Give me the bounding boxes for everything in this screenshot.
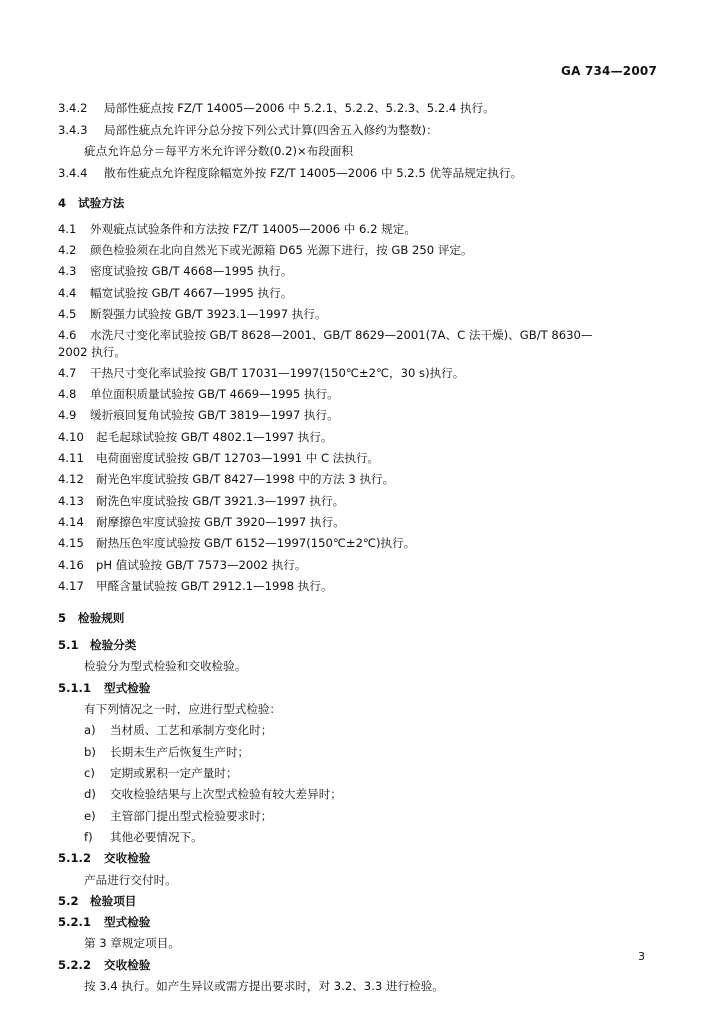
list-text: 交收检验结果与上次型式检验有较大差异时； (110, 787, 342, 801)
clause-text: 颜色检验须在北向自然光下或光源箱 D65 光源下进行，按 GB 250 评定。 (90, 243, 473, 257)
paragraph (84, 701, 281, 717)
clause-4-17 (58, 578, 333, 594)
list-marker: d) (84, 787, 96, 801)
clause-4-16 (58, 557, 307, 573)
clause-5-2-heading (58, 893, 136, 909)
clause-text: 耐光色牢度试验按 GB/T 8427—1998 中的方法 3 执行。 (96, 472, 395, 486)
clause-4-5 (58, 306, 327, 322)
clause-number: 4.17 (58, 579, 84, 593)
clause-text: 耐摩擦色牢度试验按 GB/T 3920—1997 执行。 (96, 515, 345, 529)
clause-text: 缓折痕回复角试验按 GB/T 3819—1997 执行。 (90, 408, 339, 422)
clause-4-14 (58, 514, 345, 530)
page-number: 3 (638, 950, 645, 963)
clause-number: 5.2 (58, 894, 79, 908)
section-title: 试验方法 (78, 196, 125, 210)
clause-3-4-2 (58, 100, 495, 116)
clause-number: 4.8 (58, 387, 77, 401)
clause-number: 4.2 (58, 243, 77, 257)
section-number: 5 (58, 611, 67, 625)
clause-4-6-continued (58, 344, 126, 360)
formula-text: 疵点允许总分＝每平方米允许评分数(0.2)×布段面积 (84, 144, 354, 158)
clause-3-4-4 (58, 165, 522, 181)
clause-text: 局部性疵点允许评分总分按下列公式计算(四舍五入修约为整数)： (104, 123, 438, 137)
section-4-heading (58, 195, 124, 211)
list-item-b (84, 744, 249, 760)
list-text: 定期或累积一定产量时； (110, 766, 238, 780)
clause-text: 2002 执行。 (58, 345, 126, 359)
clause-4-12 (58, 471, 394, 487)
clause-number: 3.4.4 (58, 166, 88, 180)
clause-text: 起毛起球试验按 GB/T 4802.1—1997 执行。 (96, 430, 333, 444)
clause-number: 4.1 (58, 222, 77, 236)
clause-number: 4.5 (58, 307, 77, 321)
clause-4-1 (58, 221, 416, 237)
list-marker: a) (84, 723, 96, 737)
clause-title: 检验项目 (90, 894, 137, 908)
clause-number: 5.1.1 (58, 681, 92, 695)
clause-text: 密度试验按 GB/T 4668—1995 执行。 (90, 264, 293, 278)
clause-number: 4.10 (58, 430, 84, 444)
clause-number: 4.11 (58, 451, 84, 465)
list-marker: b) (84, 745, 96, 759)
paragraph-text: 按 3.4 执行。如产生异议或需方提出要求时，对 3.2、3.3 进行检验。 (84, 979, 444, 993)
clause-4-15 (58, 535, 415, 551)
clause-4-13 (58, 493, 344, 509)
clause-text: 耐热压色牢度试验按 GB/T 6152—1997(150℃±2℃)执行。 (96, 536, 416, 550)
clause-text: 外观疵点试验条件和方法按 FZ/T 14005—2006 中 6.2 规定。 (90, 222, 416, 236)
list-marker: e) (84, 809, 96, 823)
standard-code-header: GA 734—2007 (561, 64, 657, 78)
clause-text: 断裂强力试验按 GB/T 3923.1—1997 执行。 (90, 307, 327, 321)
clause-number: 5.1 (58, 638, 79, 652)
clause-4-6 (58, 327, 592, 343)
paragraph-text: 产品进行交付时。 (84, 873, 177, 887)
clause-number: 4.3 (58, 264, 77, 278)
clause-title: 交收检验 (104, 958, 151, 972)
clause-text: 局部性疵点按 FZ/T 14005—2006 中 5.2.1、5.2.2、5.2.3、5.2.4 执行。 (104, 101, 495, 115)
clause-text: 电荷面密度试验按 GB/T 12703—1991 中 C 法执行。 (96, 451, 380, 465)
list-item-f (84, 829, 203, 845)
clause-number: 4.12 (58, 472, 84, 486)
clause-title: 交收检验 (104, 851, 151, 865)
clause-title: 型式检验 (104, 915, 151, 929)
section-5-heading (58, 610, 124, 626)
list-text: 其他必要情况下。 (110, 830, 203, 844)
clause-text: 水洗尺寸变化率试验按 GB/T 8628—2001、GB/T 8629—2001(7A、C 法干燥)、GB/T 8630— (90, 328, 593, 342)
clause-number: 5.1.2 (58, 851, 92, 865)
clause-5-2-1-heading (58, 914, 150, 930)
clause-4-3 (58, 263, 292, 279)
list-marker: c) (84, 766, 95, 780)
clause-number: 4.14 (58, 515, 84, 529)
clause-text: 单位面积质量试验按 GB/T 4669—1995 执行。 (90, 387, 339, 401)
clause-number: 4.15 (58, 536, 84, 550)
section-title: 检验规则 (78, 611, 125, 625)
clause-5-2-2-heading (58, 957, 150, 973)
paragraph-text: 有下列情况之一时，应进行型式检验： (84, 702, 282, 716)
list-text: 当材质、工艺和承制方变化时； (110, 723, 273, 737)
clause-text: 幅宽试验按 GB/T 4667—1995 执行。 (90, 286, 293, 300)
clause-4-8 (58, 386, 339, 402)
clause-number: 4.9 (58, 408, 77, 422)
clause-number: 4.13 (58, 494, 84, 508)
clause-4-2 (58, 242, 473, 258)
clause-number: 4.4 (58, 286, 77, 300)
clause-3-4-3 (58, 122, 438, 138)
list-item-e (84, 808, 272, 824)
clause-text: pH 值试验按 GB/T 7573—2002 执行。 (96, 558, 307, 572)
clause-number: 4.16 (58, 558, 84, 572)
clause-4-7 (58, 365, 464, 381)
clause-text: 甲醛含量试验按 GB/T 2912.1—1998 执行。 (96, 579, 333, 593)
clause-4-4 (58, 285, 292, 301)
clause-number: 4.6 (58, 328, 77, 342)
list-text: 长期未生产后恢复生产时； (110, 745, 250, 759)
clause-text: 耐洗色牢度试验按 GB/T 3921.3—1997 执行。 (96, 494, 345, 508)
paragraph-text: 检验分为型式检验和交收检验。 (84, 659, 247, 673)
clause-text: 干热尺寸变化率试验按 GB/T 17031—1997(150℃±2℃，30 s)执行。 (90, 366, 465, 380)
clause-number: 5.2.2 (58, 958, 92, 972)
paragraph (84, 872, 177, 888)
list-item-d (84, 786, 342, 802)
clause-5-1-2-heading (58, 850, 150, 866)
formula-line (84, 143, 353, 159)
section-number: 4 (58, 196, 67, 210)
list-item-c (84, 765, 238, 781)
clause-4-9 (58, 407, 339, 423)
clause-4-10 (58, 429, 333, 445)
paragraph (84, 658, 246, 674)
clause-5-1-1-heading (58, 680, 150, 696)
list-marker: f) (84, 830, 93, 844)
paragraph (84, 978, 444, 994)
clause-4-11 (58, 450, 379, 466)
clause-number: 4.7 (58, 366, 77, 380)
clause-title: 型式检验 (104, 681, 151, 695)
clause-number: 3.4.3 (58, 123, 88, 137)
clause-title: 检验分类 (90, 638, 137, 652)
list-text: 主管部门提出型式检验要求时； (110, 809, 273, 823)
clause-number: 5.2.1 (58, 915, 92, 929)
clause-5-1-heading (58, 637, 136, 653)
paragraph-text: 第 3 章规定项目。 (84, 936, 180, 950)
clause-number: 3.4.2 (58, 101, 88, 115)
clause-text: 散布性疵点允许程度除幅宽外按 FZ/T 14005—2006 中 5.2.5 优等品规定执行。 (104, 166, 523, 180)
list-item-a (84, 722, 272, 738)
paragraph (84, 935, 180, 951)
